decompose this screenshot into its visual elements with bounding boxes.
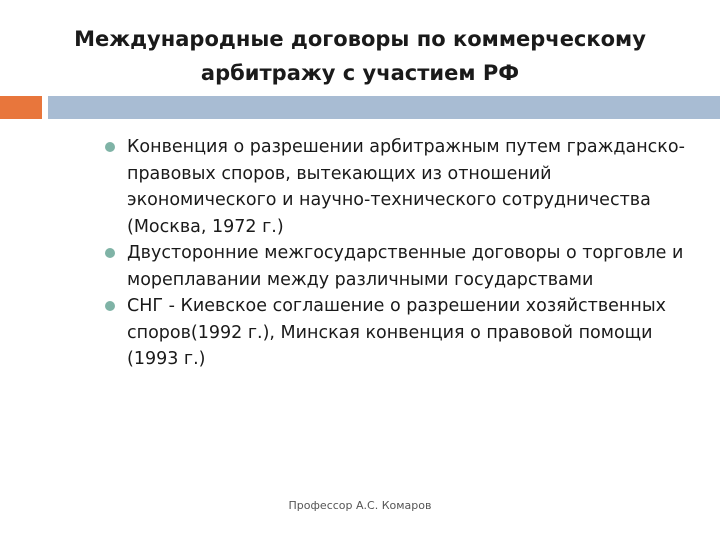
bullet-dot-icon xyxy=(105,142,115,152)
bullet-dot-icon xyxy=(105,301,115,311)
bullet-list xyxy=(105,134,695,373)
orange-accent-bar xyxy=(0,96,42,119)
footer-author: Профессор А.С. Комаров xyxy=(288,499,432,512)
bullet-item-1 xyxy=(105,134,695,240)
slide-title-line-2: арбитражу с участием РФ xyxy=(200,61,520,85)
bullet-text-3: СНГ - Киевское соглашение о разрешении хозяйственных споров(1992 г.), Минская конвенция о правовой помощи (1993 г.) xyxy=(127,296,666,369)
bullet-dot-icon xyxy=(105,248,115,258)
slide-title-line-1: Международные договоры по коммерческому xyxy=(74,27,646,51)
bullet-item-3 xyxy=(105,293,695,373)
bullet-text-1: Конвенция о разрешении арбитражным путем гражданско-правовых споров, вытекающих из отношений экономического и научно-технического сотрудничества (Москва, 1972 г.) xyxy=(127,137,685,237)
blue-divider-bar xyxy=(48,96,720,119)
slide-title xyxy=(60,22,660,90)
bullet-text-2: Двусторонние межгосударственные договоры о торговле и мореплавании между различными государствами xyxy=(127,243,684,290)
bullet-item-2 xyxy=(105,240,695,293)
